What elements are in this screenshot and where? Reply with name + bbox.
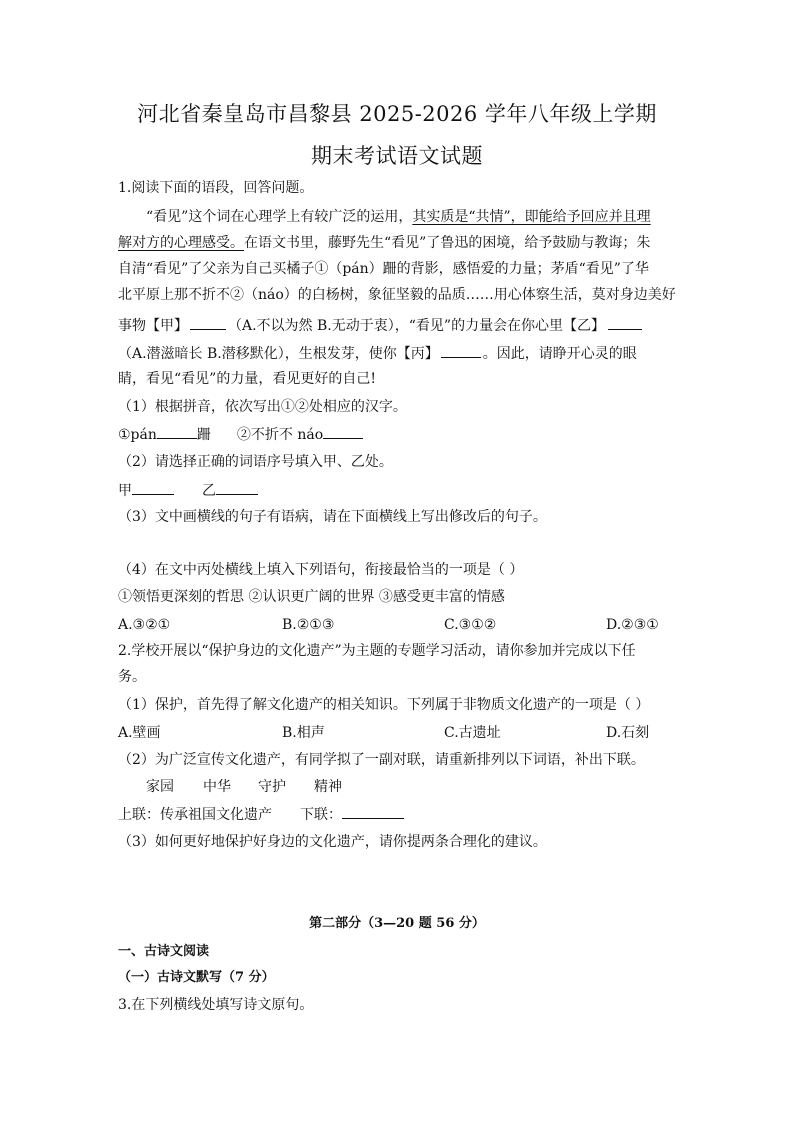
q1-sub4-items: ①领悟更深刻的哲思 ②认识更广阔的世界 ③感受更丰富的情感 <box>118 589 505 605</box>
blank-couplet-lower[interactable] <box>342 804 404 819</box>
q2-word: 守护 <box>258 779 286 795</box>
q1-para-line1 <box>146 207 651 227</box>
blank-jia[interactable] <box>190 315 226 330</box>
q1-para-text: （A.不以为然 B.无动于衷），“看见”的力量会在你心里【乙】 <box>228 318 606 334</box>
q1-sub1-answer <box>118 424 363 445</box>
q1-underlined-sentence: 其实质是“共情”，即能给予回应并且理 <box>412 209 651 225</box>
q1-option-b[interactable]: B.②①③ <box>282 617 335 633</box>
q1-underlined-sentence-end: 解对方的心理感受。 <box>118 235 244 251</box>
q2-word: 精神 <box>314 779 342 795</box>
q2-couplet <box>118 804 404 825</box>
q2-sub1: （1）保护，首先得了解文化遗产的相关知识。下列属于非物质文化遗产的一项是（ ） <box>118 697 650 713</box>
q1-option-d[interactable]: D.②③① <box>606 617 659 633</box>
q2-stem: 2.学校开展以“保护身边的文化遗产”为主题的专题学习活动，请你参加并完成以下任 <box>118 643 636 659</box>
q2-option-a[interactable]: A.壁画 <box>118 725 161 741</box>
blank-answer-yi[interactable] <box>216 480 258 495</box>
q1-para-text: 在语文书里，藤野先生“看见”了鲁迅的困境，给予鼓励与教诲；朱 <box>244 235 651 251</box>
part2-heading: 第二部分（3—20 题 56 分） <box>309 916 485 931</box>
q1-option-a[interactable]: A.③②① <box>118 617 171 633</box>
q1-para-line3: 自清“看见”了父亲为自己买橘子①（pán）跚的背影，感悟爱的力量；茅盾“看见”了华 <box>118 261 649 277</box>
label-yi: 乙 <box>202 483 216 499</box>
q2-option-b[interactable]: B.相声 <box>282 725 325 741</box>
blank-nao[interactable] <box>323 424 363 439</box>
blank-pan[interactable] <box>157 424 197 439</box>
q1-sub3: （3）文中画横线的句子有语病，请在下面横线上写出修改后的句子。 <box>118 509 547 525</box>
q2-option-c[interactable]: C.古遗址 <box>444 725 501 741</box>
label-jia: 甲 <box>118 483 132 499</box>
couplet-upper: 上联：传承祖国文化遗产 <box>118 807 272 823</box>
q2-option-d[interactable]: D.石刻 <box>606 725 650 741</box>
blank-bing[interactable] <box>441 343 481 358</box>
q1-para-line7: 睛，看见“看见”的力量，看见更好的自己! <box>118 371 376 387</box>
q1-sub2-answer <box>118 480 258 501</box>
q1-para-line6 <box>118 343 637 364</box>
exam-title-line2: 期末考试语文试题 <box>311 144 483 168</box>
blank-yi[interactable] <box>608 315 642 330</box>
q1-sub4: （4）在文中丙处横线上填入下列语句，衔接最恰当的一项是（ ） <box>118 562 524 578</box>
q1-sub1: （1）根据拼音，依次写出①②处相应的汉字。 <box>118 399 407 415</box>
q1-sub2: （2）请选择正确的词语序号填入甲、乙处。 <box>118 454 393 470</box>
q1-stem: 1.阅读下面的语段，回答问题。 <box>118 180 314 196</box>
q1-para-text: 。因此，请睁开心灵的眼 <box>482 346 637 362</box>
q1-para-line2 <box>118 233 650 253</box>
q2-word: 中华 <box>203 779 231 795</box>
exam-title-line1: 河北省秦皇岛市昌黎县 2025-2026 学年八年级上学期 <box>137 102 657 126</box>
q1-option-c[interactable]: C.③①② <box>444 617 497 633</box>
q2-sub3: （3）如何更好地保护好身边的文化遗产，请你提两条合理化的建议。 <box>118 834 547 850</box>
q1-para-line4: 北平原上那不折不②（náo）的白杨树，象征坚毅的品质……用心体察生活，莫对身边美好 <box>118 287 676 303</box>
q2-sub2: （2）为广泛宣传文化遗产，有同学拟了一副对联，请重新排列以下词语，补出下联。 <box>118 752 645 768</box>
pinyin-nao: ②不折不 náo <box>236 427 324 443</box>
q3-stem: 3.在下列横线处填写诗文原句。 <box>118 997 314 1013</box>
q1-para-line5 <box>118 315 642 336</box>
couplet-lower-label: 下联： <box>300 807 342 823</box>
section-heading-classical: 一、古诗文阅读 <box>118 944 210 959</box>
q1-para-text: （A.潜滋暗长 B.潜移默化），生根发芽，使你【丙】 <box>118 346 439 362</box>
pinyin-pan: ①pán <box>118 427 157 443</box>
char-shan: 跚 <box>196 427 211 443</box>
q1-para-text: 事物【甲】 <box>118 318 188 334</box>
q1-para-text: “看见”这个词在心理学上有较广泛的运用， <box>146 209 413 225</box>
q2-word: 家园 <box>146 779 174 795</box>
subsection-heading-dictation: （一）古诗文默写（7 分） <box>118 970 275 985</box>
blank-answer-jia[interactable] <box>132 480 174 495</box>
q2-stem-end: 务。 <box>118 669 146 685</box>
